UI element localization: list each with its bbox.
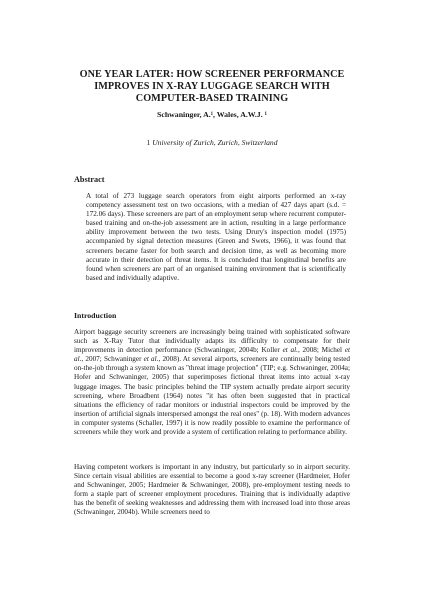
p1-et-al-2: et al. <box>74 346 351 364</box>
affiliation <box>60 138 364 148</box>
introduction-paragraph-2: Having competent workers is important in any industry, but particularly so in airport security. Since certain visual abilities are essential to become a good x-ray screener (Hardmeier, Hofer and Schwaninger, 2005; Hardmeier & Schwaninger, 2008), pre-employment testing needs to form a staple part of screener employment procedures. Training that is individually adaptive has the benefit of seeking weaknesses and addressing them with increased load into those areas (Schwaninger, 2004b). While screeners need to <box>74 463 350 517</box>
title-line-1: ONE YEAR LATER: HOW SCREENER PERFORMANCE <box>79 69 345 80</box>
affiliation-text: University of Zurich, Zurich, Switzerland <box>152 138 278 147</box>
introduction-paragraph-1 <box>74 328 350 437</box>
p1-text-b: , 2008; Michel <box>297 346 345 355</box>
title-line-3: COMPUTER-BASED TRAINING <box>135 93 289 105</box>
p1-text-a: Airport baggage security screeners are increasingly being trained with sophisticated software such as X-Ray Tutor that individually adapts its difficulty to compensate for their improvements in detection performance (Schwaninger, 2004b; Koller <box>74 328 350 355</box>
title-line-2: IMPROVES IN X-RAY LUGGAGE SEARCH WITH <box>94 81 330 93</box>
p1-et-al-1: et al. <box>282 346 298 355</box>
abstract-body: A total of 273 luggage search operators from eight airports performed an x-ray competency assessment test on two occasions, with a median of 427 days apart (s.d. = 172.06 days). These screeners are part of an employment setup where recurrent computer-based training and on-the-job assessment are in action, resulting in a large performance ability improvement between the two tests. Using Drury's inspection model (1975) accompanied by signal detection measures (Green and Swets, 1966), it was found that screeners became faster for both search and decision time, as well as becoming more accurate in their detection of threat items. It is concluded that longitudinal benefits are found when screeners are part of an organised training environment that is scientifically based and individually adaptive. <box>86 192 346 282</box>
paper-title <box>60 69 364 106</box>
p1-text-c: , 2007; Schwaninger <box>81 355 144 364</box>
abstract-heading: Abstract <box>74 175 105 184</box>
affiliation-number: 1 <box>146 138 151 147</box>
author-line: Schwaninger, A.¹, Wales, A.W.J. ¹ <box>157 110 267 119</box>
p1-et-al-3: et al. <box>143 355 159 364</box>
introduction-heading: Introduction <box>74 311 117 320</box>
p1-text-d: , 2008). At several airports, screeners are continually being tested on-the-job through a system known as "threat image projection" (TIP; e.g. Schwaninger, 2004a; Hofer and Schwaninger, 2005) that superimposes fictional threat items into actual x-ray luggage images. The basic principles behind the TIP system actually predate airport security screening, where Broadbent (1964) notes "it has often been suggested that in practical situations the efficiency of radar monitors or industrial inspectors could be improved by the insertion of artificial signals interspersed amongst the real ones" (p. 18). With modern advances in computer systems (Schaller, 1997) it is now readily possible to examine the performance of screeners while they work and provide a system of certification relating to performance ability. <box>74 355 351 437</box>
